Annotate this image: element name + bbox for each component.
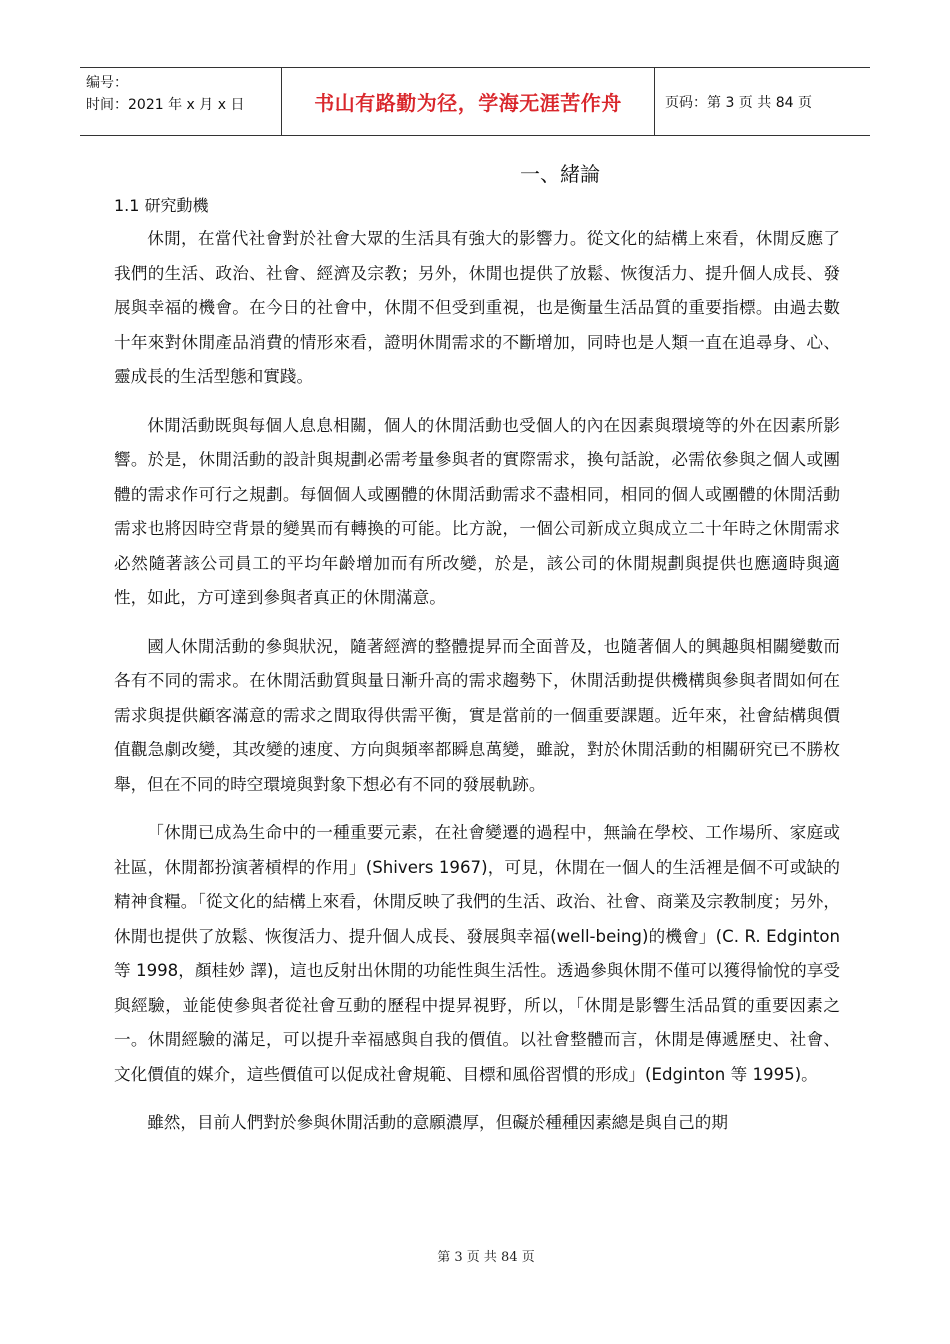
page-header [80,67,870,136]
section-title: 一、緒論 [520,162,600,186]
subsection-title: 1.1 研究動機 [114,196,209,215]
paragraph: 「休閒已成為生命中的一種重要元素，在社會變遷的過程中，無論在學校、工作場所、家庭或社區，休閒都扮演著槓桿的作用」(Shivers 1967)，可見，休閒在一個人的生活裡是個不可或缺的精神食糧。「從文化的結構上來看，休閒反映了我們的生活、政治、社會、商業及宗教制度；另外，休閒也提供了放鬆、恢復活力、提升個人成長、發展與幸福(well-being)的機會」(C. R. Edginton 等 1998，顏桂妙 譯)，這也反射出休閒的功能性與生活性。透過參與休閒不僅可以獲得愉悅的享受與經驗，並能使參與者從社會互動的歷程中提昇視野，所以，「休閒是影響生活品質的重要因素之一。休閒經驗的滿足，可以提升幸福感與自我的價值。以社會整體而言，休閒是傳遞歷史、社會、文化價值的媒介，這些價值可以促成社會規範、目標和風俗習慣的形成」(Edginton 等 1995)。 [114,823,840,1084]
document-number-label: 编号： [86,75,128,91]
header-meta [80,68,282,135]
header-motto: 书山有路勤为径，学海无涯苦作舟 [314,91,622,115]
document-time-label: 时间：2021 年 x 月 x 日 [86,97,245,113]
header-page-number: 页码：第 3 页 共 84 页 [665,94,812,111]
header-page-cell [655,68,870,135]
header-motto-cell [282,68,655,135]
paragraph: 國人休閒活動的參與狀況，隨著經濟的整體提昇而全面普及，也隨著個人的興趣與相關變數而各有不同的需求。在休閒活動質與量日漸升高的需求趨勢下，休閒活動提供機構與參與者間如何在需求與提供顧客滿意的需求之間取得供需平衡，實是當前的一個重要課題。近年來，社會結構與價值觀急劇改變，其改變的速度、方向與頻率都瞬息萬變，雖說，對於休閒活動的相關研究已不勝枚舉，但在不同的時空環境與對象下想必有不同的發展軌跡。 [114,636,840,794]
paragraph: 雖然，目前人們對於參與休閒活動的意願濃厚，但礙於種種因素總是與自己的期 [147,1113,728,1132]
paragraph: 休閒，在當代社會對於社會大眾的生活具有強大的影響力。從文化的結構上來看，休閒反應了我們的生活、政治、社會、經濟及宗教；另外，休閒也提供了放鬆、恢復活力、提升個人成長、發展與幸福的機會。在今日的社會中，休閒不但受到重視，也是衡量生活品質的重要指標。由過去數十年來對休閒產品消費的情形來看，證明休閒需求的不斷增加，同時也是人類一直在追尋身、心、靈成長的生活型態和實踐。 [114,229,840,386]
paragraph: 休閒活動既與每個人息息相關，個人的休閒活動也受個人的內在因素與環境等的外在因素所影響。於是，休閒活動的設計與規劃必需考量參與者的實際需求，換句話說，必需依參與之個人或團體的需求作可行之規劃。每個個人或團體的休閒活動需求不盡相同，相同的個人或團體的休閒活動需求也將因時空背景的變異而有轉換的可能。比方說，一個公司新成立與成立二十年時之休閒需求必然隨著該公司員工的平均年齡增加而有所改變，於是，該公司的休閒規劃與提供也應適時與適性，如此，方可達到參與者真正的休閒滿意。 [114,415,840,607]
body-text [114,222,840,1155]
page-footer: 第 3 页 共 84 页 [437,1250,535,1265]
